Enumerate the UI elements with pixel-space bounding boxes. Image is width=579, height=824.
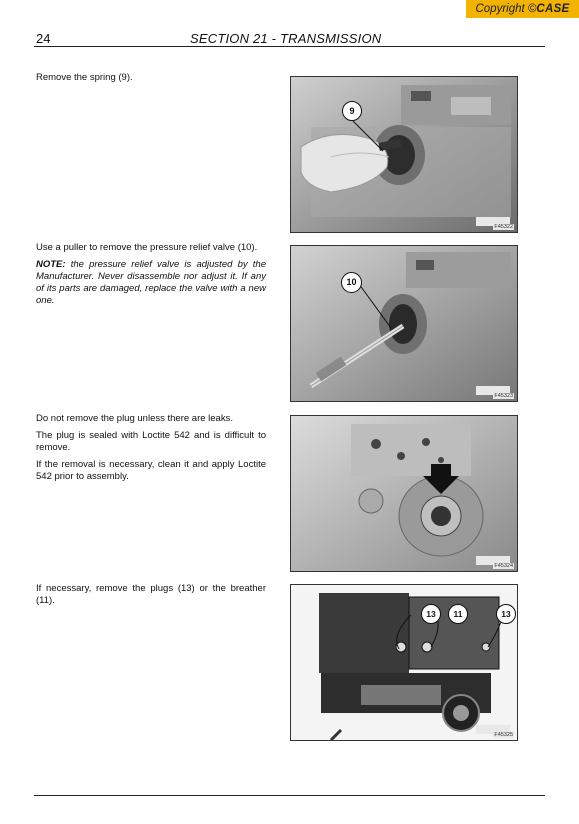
photo-reference: F45324 (494, 563, 513, 569)
callout-10: 10 (341, 272, 362, 293)
step-3-paragraph-3: If the removal is necessary, clean it and apply Loctite 542 prior to assembly. (36, 459, 266, 482)
step-4-text (36, 583, 266, 612)
callout-9: 9 (342, 101, 362, 121)
section-title: SECTION 21 - TRANSMISSION (190, 31, 382, 46)
photo-reference: F45323 (494, 393, 513, 399)
note-text: the pressure relief valve is adjusted by the Manufacturer. Never disassemble nor adjust it. If any of its parts are damaged, replace the valve with a new one. (36, 259, 266, 306)
step-3-photo (290, 415, 518, 572)
footer-rule (34, 795, 545, 796)
copyright-text: Copyright © (475, 3, 537, 15)
callout-13-right: 13 (496, 604, 516, 624)
step-1-text (36, 72, 266, 89)
header-rule (34, 46, 545, 47)
copyright-banner (466, 0, 579, 18)
photo-reference: F45322 (494, 224, 513, 230)
step-1-paragraph: Remove the spring (9). (36, 72, 133, 83)
photo-reference: F45325 (494, 732, 513, 738)
step-2-paragraph: Use a puller to remove the pressure relief valve (10). (36, 242, 258, 253)
brand-logo: CASE (536, 3, 570, 15)
step-2-text (36, 242, 266, 312)
page-number: 24 (36, 31, 51, 46)
step-1-photo (290, 76, 518, 233)
callout-11: 11 (448, 604, 468, 624)
step-3-text (36, 413, 266, 488)
step-2-photo (290, 245, 518, 402)
step-3-paragraph-1: Do not remove the plug unless there are leaks. (36, 413, 233, 424)
step-3-paragraph-2: The plug is sealed with Loctite 542 and is difficult to remove. (36, 430, 266, 453)
callout-13-left: 13 (421, 604, 441, 624)
note-label: NOTE: (36, 259, 66, 270)
step-4-paragraph: If necessary, remove the plugs (13) or the breather (11). (36, 583, 266, 606)
step-4-photo (290, 584, 518, 741)
step-2-note (36, 259, 266, 307)
